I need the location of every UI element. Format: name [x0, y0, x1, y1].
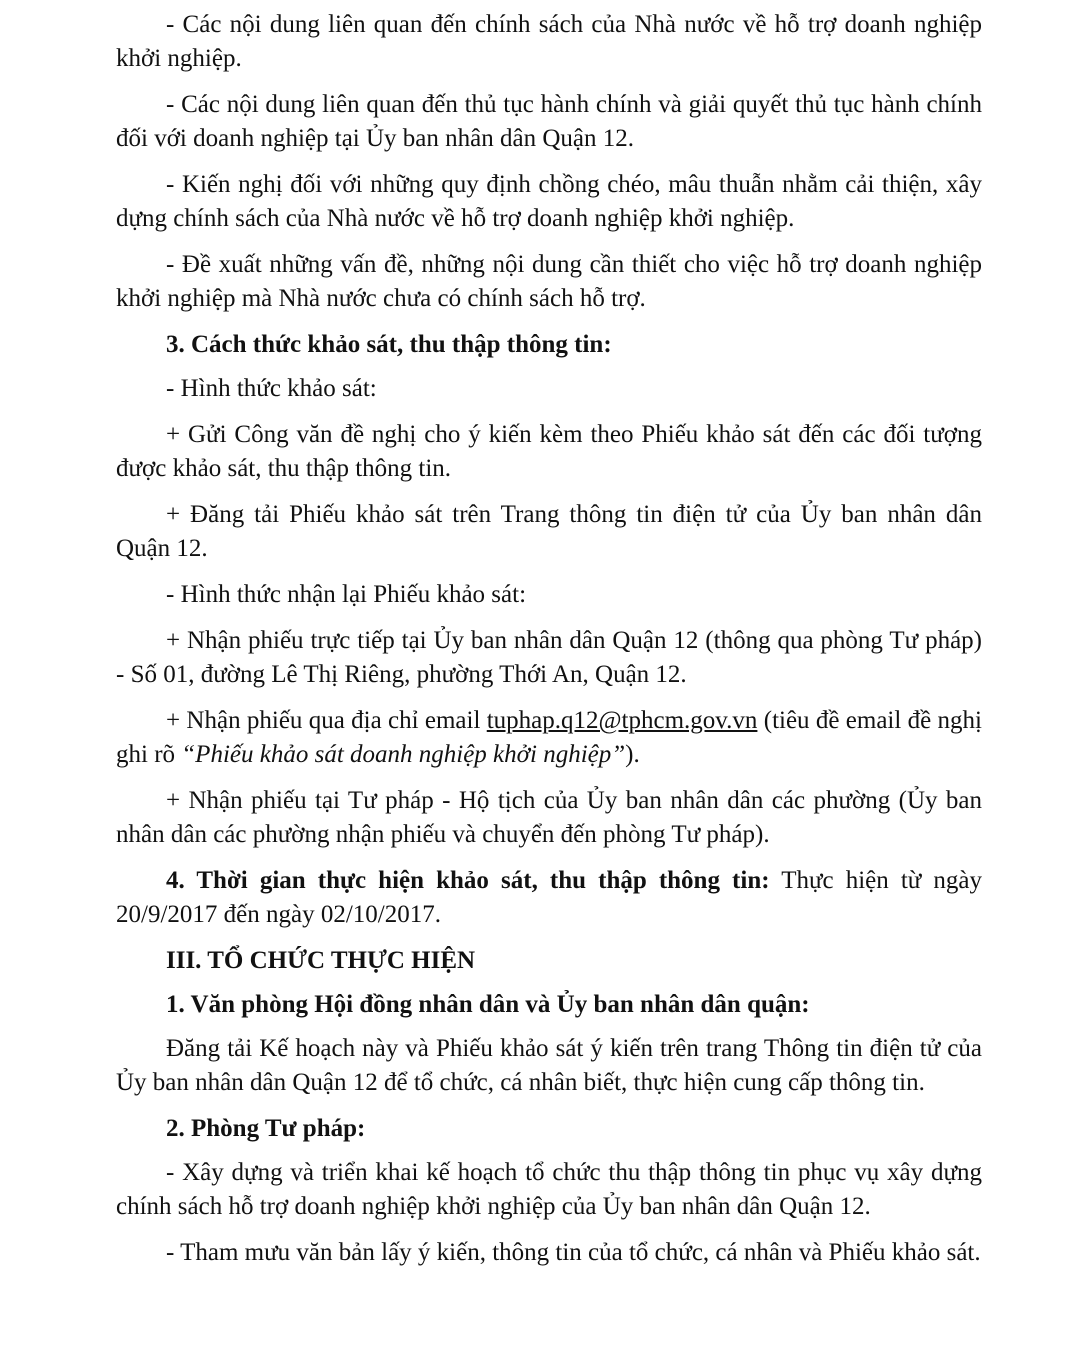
receive-email-middle: (tiêu đề email đề nghị ghi rõ: [116, 707, 982, 768]
subsection-2-item-2: - Tham mưu văn bản lấy ý kiến, thông tin của tổ chức, cá nhân và Phiếu khảo sát.: [166, 1239, 981, 1266]
survey-item-website-posting: + Đăng tải Phiếu khảo sát trên Trang thông tin điện tử của Ủy ban nhân dân Quận 12.: [116, 501, 982, 562]
section-3-heading: 3. Cách thức khảo sát, thu thập thông tin:: [166, 331, 612, 358]
survey-item-official-letter: + Gửi Công văn đề nghị cho ý kiến kèm theo Phiếu khảo sát đến các đối tượng được khảo sát, thu thập thông tin.: [116, 421, 982, 482]
receive-email-prefix: + Nhận phiếu qua địa chỉ email: [166, 707, 487, 734]
receive-item-direct: + Nhận phiếu trực tiếp tại Ủy ban nhân dân Quận 12 (thông qua phòng Tư pháp) - Số 01, đường Lê Thị Riêng, phường Thới An, Quận 12.: [116, 627, 982, 688]
subsection-1-text: Đăng tải Kế hoạch này và Phiếu khảo sát ý kiến trên trang Thông tin điện tử của Ủy ban nhân dân Quận 12 để tổ chức, cá nhân biết, thực hiện cung cấp thông tin.: [116, 1035, 982, 1096]
paragraph-policy-contents: - Các nội dung liên quan đến chính sách của Nhà nước về hỗ trợ doanh nghiệp khởi nghiệp.: [116, 11, 982, 72]
survey-form-label: - Hình thức khảo sát:: [166, 375, 377, 402]
paragraph-administrative-procedures: - Các nội dung liên quan đến thủ tục hành chính và giải quyết thủ tục hành chính đối với doanh nghiệp tại Ủy ban nhân dân Quận 12.: [116, 91, 982, 152]
paragraph-proposals: - Đề xuất những vấn đề, những nội dung cần thiết cho việc hỗ trợ doanh nghiệp khởi nghiệp mà Nhà nước chưa có chính sách hỗ trợ.: [116, 251, 982, 312]
subsection-1-heading: 1. Văn phòng Hội đồng nhân dân và Ủy ban nhân dân quận:: [166, 991, 810, 1018]
document-page: [116, 8, 982, 1270]
email-link[interactable]: tuphap.q12@tphcm.gov.vn: [486, 707, 758, 734]
receive-item-email: [116, 704, 982, 772]
subsection-2-heading: 2. Phòng Tư pháp:: [166, 1115, 366, 1142]
paragraph-recommendations: - Kiến nghị đối với những quy định chồng chéo, mâu thuẫn nhằm cải thiện, xây dựng chính sách của Nhà nước về hỗ trợ doanh nghiệp khởi nghiệp.: [116, 171, 982, 232]
section-4-text: Thực hiện từ ngày 20/9/2017 đến ngày 02/10/2017.: [116, 867, 983, 928]
section-4-heading: 4. Thời gian thực hiện khảo sát, thu thập thông tin:: [166, 867, 770, 894]
receive-item-ward: + Nhận phiếu tại Tư pháp - Hộ tịch của Ủy ban nhân dân các phường (Ủy ban nhân dân các phường nhận phiếu và chuyển đến phòng Tư pháp).: [116, 787, 982, 848]
section-4-paragraph: [116, 864, 982, 932]
section-iii-heading: III. TỔ CHỨC THỰC HIỆN: [166, 947, 476, 974]
subsection-2-item-1: - Xây dựng và triển khai kế hoạch tổ chức thu thập thông tin phục vụ xây dựng chính sách hỗ trợ doanh nghiệp khởi nghiệp của Ủy ban nhân dân Quận 12.: [116, 1159, 982, 1220]
email-subject-title: “Phiếu khảo sát doanh nghiệp khởi nghiệp”: [181, 741, 626, 768]
receive-form-label: - Hình thức nhận lại Phiếu khảo sát:: [166, 581, 527, 608]
receive-email-suffix: ).: [625, 741, 640, 768]
